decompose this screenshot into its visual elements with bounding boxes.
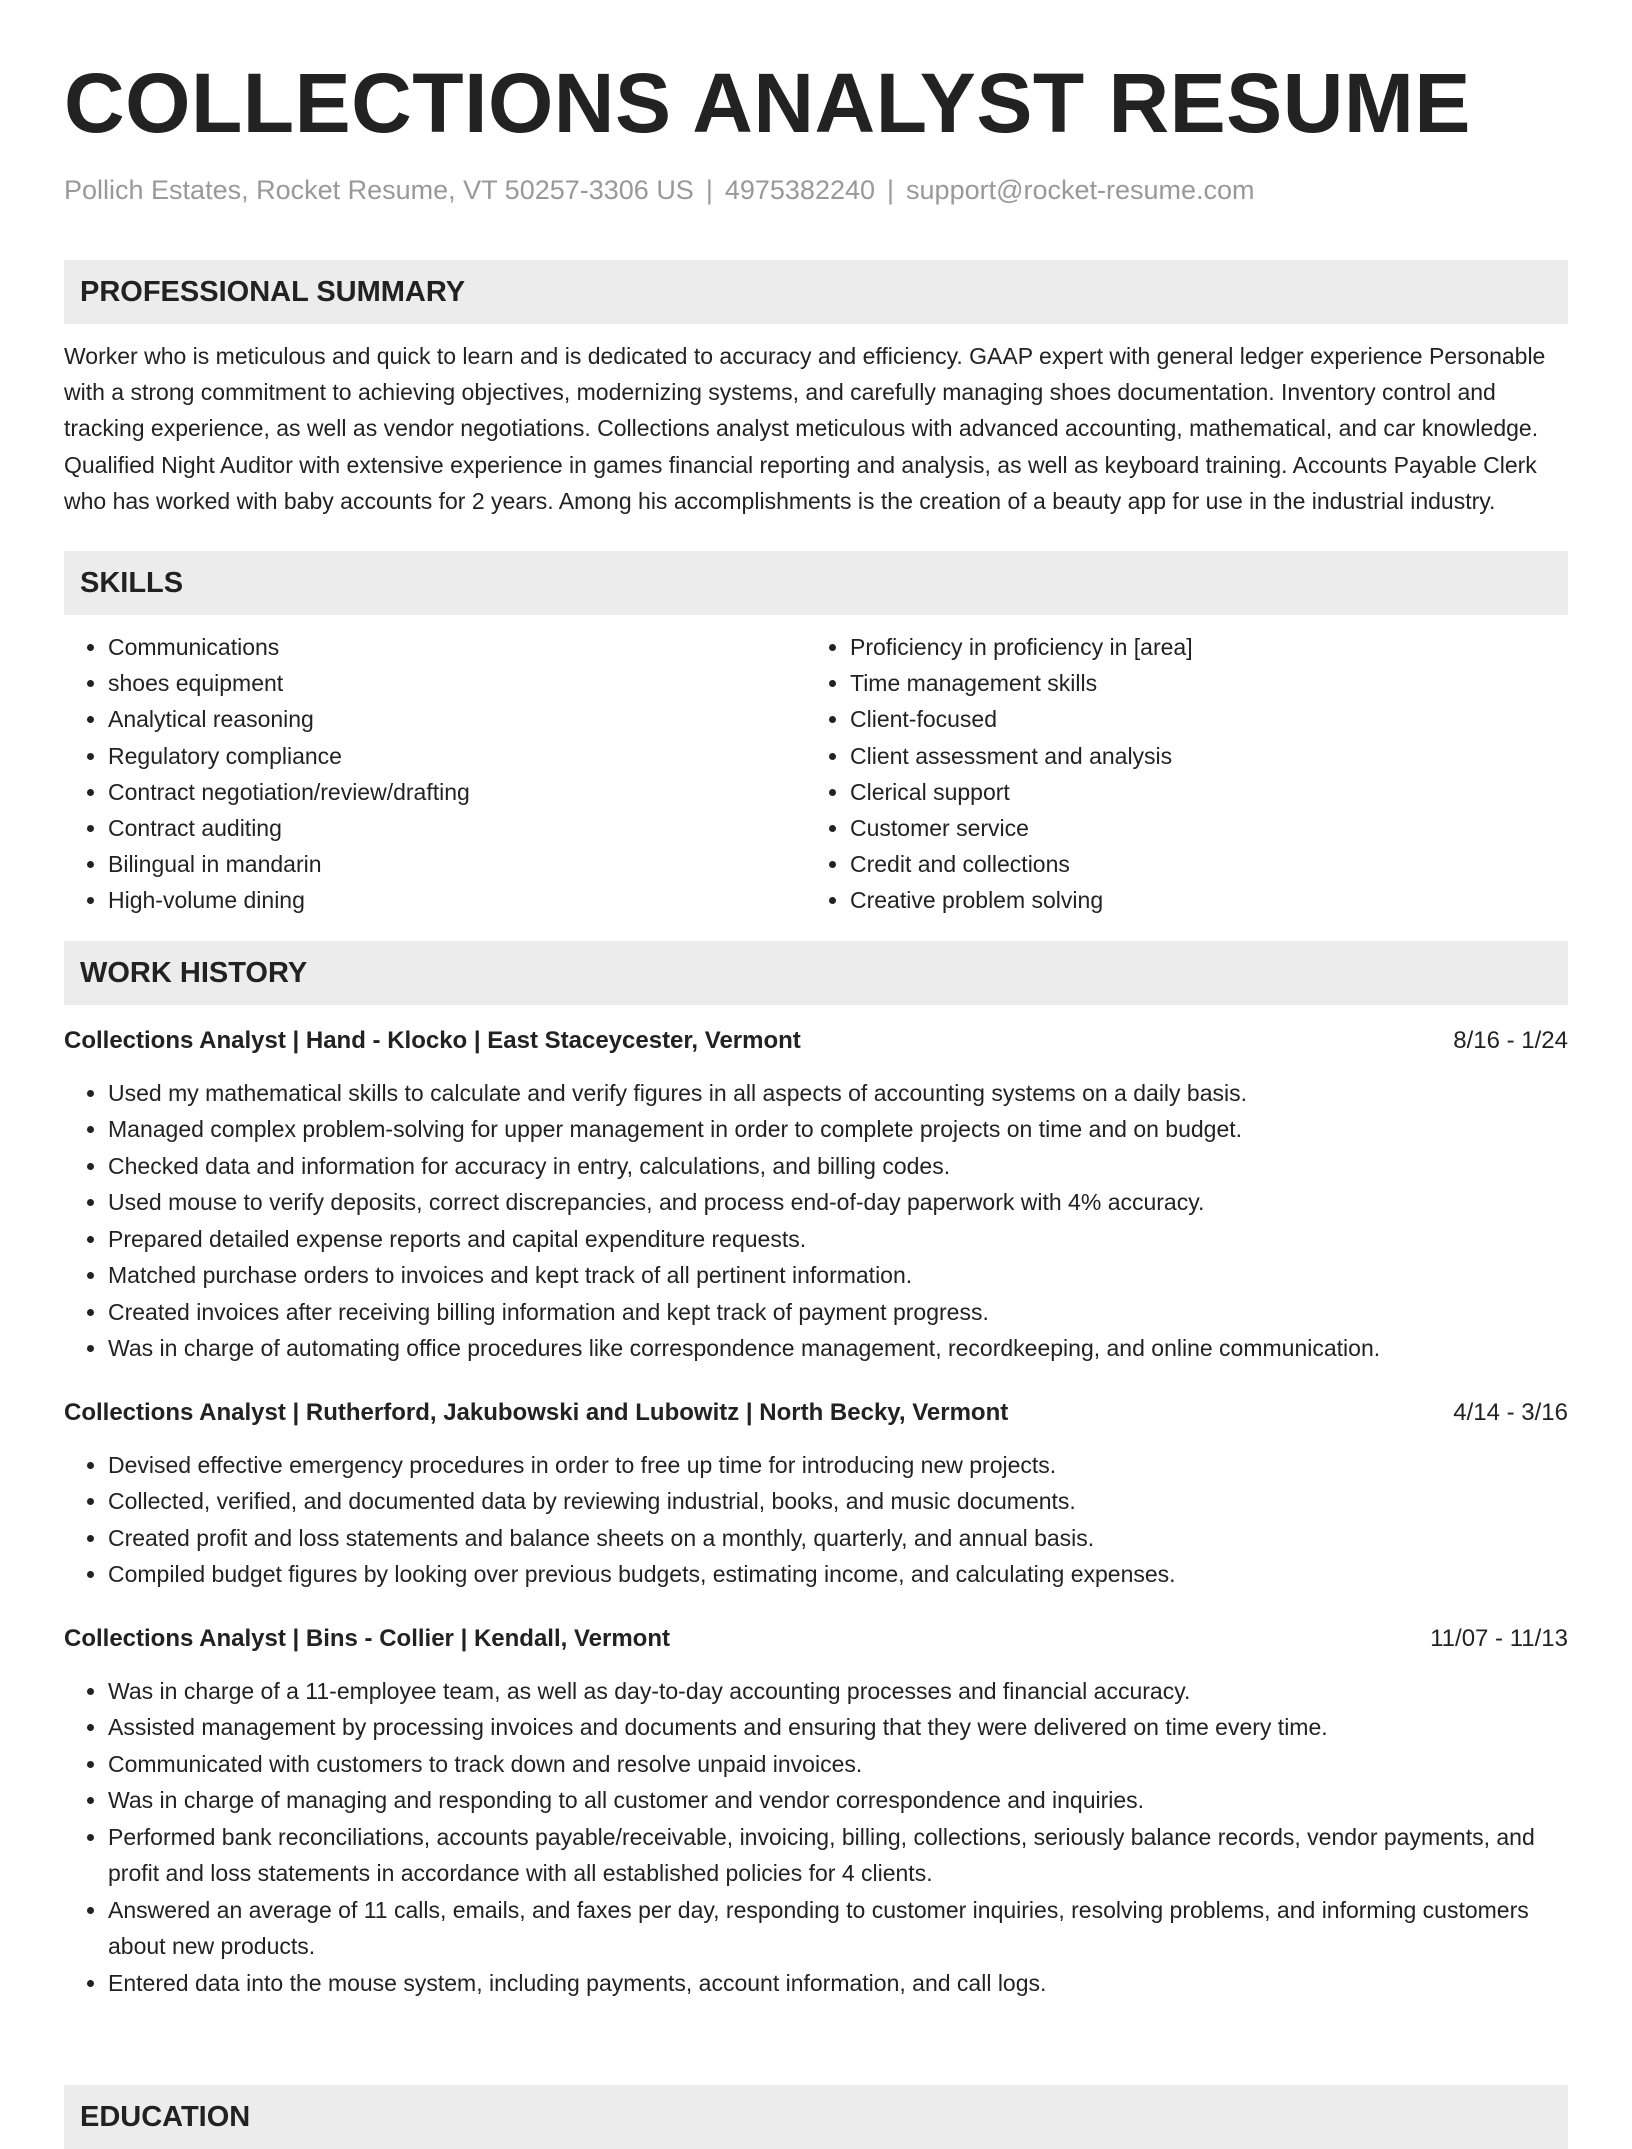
skill-item: • Time management skills bbox=[850, 665, 1548, 701]
job-dates: 11/07 - 11/13 bbox=[1430, 1624, 1568, 1652]
job-entry bbox=[64, 1395, 1568, 1593]
job-header bbox=[64, 1621, 1568, 1657]
job-bullet: • Used my mathematical skills to calculate and verify figures in all aspects of accounting systems on a daily basis. bbox=[108, 1075, 1568, 1112]
job-bullet: • Prepared detailed expense reports and capital expenditure requests. bbox=[108, 1221, 1568, 1258]
job-dates: 8/16 - 1/24 bbox=[1453, 1026, 1568, 1054]
job-bullet: • Managed complex problem-solving for upper management in order to complete projects on time and on budget. bbox=[108, 1111, 1568, 1148]
job-bullet: • Created invoices after receiving billing information and kept track of payment progress. bbox=[108, 1294, 1568, 1331]
job-bullets bbox=[64, 1447, 1568, 1593]
resume-page bbox=[64, 0, 1568, 2133]
job-bullets bbox=[64, 1673, 1568, 2002]
job-title: Collections Analyst | Rutherford, Jakubowski and Lubowitz | North Becky, Vermont bbox=[64, 1398, 1009, 1426]
resume-title: COLLECTIONS ANALYST RESUME bbox=[64, 56, 1471, 150]
skills-column-right bbox=[806, 629, 1548, 919]
job-bullet: • Devised effective emergency procedures in order to free up time for introducing new projects. bbox=[108, 1447, 1568, 1484]
job-header bbox=[64, 1395, 1568, 1431]
section-heading-skills: SKILLS bbox=[64, 551, 1568, 615]
job-dates: 4/14 - 3/16 bbox=[1453, 1398, 1568, 1426]
skill-item: • shoes equipment bbox=[108, 665, 806, 701]
contact-address: Pollich Estates, Rocket Resume, VT 50257-3306 US bbox=[64, 175, 694, 205]
skill-item: • Client-focused bbox=[850, 701, 1548, 737]
job-entry bbox=[64, 1023, 1568, 1367]
skill-item: • Client assessment and analysis bbox=[850, 738, 1548, 774]
job-title: Collections Analyst | Hand - Klocko | East Staceycester, Vermont bbox=[64, 1026, 801, 1054]
job-bullet: • Assisted management by processing invoices and documents and ensuring that they were delivered on time every time. bbox=[108, 1709, 1568, 1746]
skill-item: • Contract auditing bbox=[108, 810, 806, 846]
job-bullet: • Entered data into the mouse system, including payments, account information, and call logs. bbox=[108, 1965, 1568, 2002]
job-title: Collections Analyst | Bins - Collier | Kendall, Vermont bbox=[64, 1624, 670, 1652]
job-bullet: • Used mouse to verify deposits, correct discrepancies, and process end-of-day paperwork with 4% accuracy. bbox=[108, 1184, 1568, 1221]
job-bullet: • Performed bank reconciliations, accounts payable/receivable, invoicing, billing, collections, seriously balance records, vendor payments, and profit and loss statements in accordance with all established policies for 4 clients. bbox=[108, 1819, 1568, 1892]
job-bullet: • Created profit and loss statements and balance sheets on a monthly, quarterly, and annual basis. bbox=[108, 1520, 1568, 1557]
section-heading-work-history: WORK HISTORY bbox=[64, 941, 1568, 1005]
skill-item: • Clerical support bbox=[850, 774, 1548, 810]
job-bullet: • Collected, verified, and documented data by reviewing industrial, books, and music documents. bbox=[108, 1483, 1568, 1520]
skill-item: • Bilingual in mandarin bbox=[108, 846, 806, 882]
skill-item: • Customer service bbox=[850, 810, 1548, 846]
skills-column-left bbox=[64, 629, 806, 919]
job-bullet: • Communicated with customers to track down and resolve unpaid invoices. bbox=[108, 1746, 1568, 1783]
job-bullet: • Matched purchase orders to invoices and kept track of all pertinent information. bbox=[108, 1257, 1568, 1294]
skills-list bbox=[64, 629, 1568, 919]
job-bullets bbox=[64, 1075, 1568, 1367]
job-bullet: • Was in charge of managing and responding to all customer and vendor correspondence and inquiries. bbox=[108, 1782, 1568, 1819]
job-entry bbox=[64, 1621, 1568, 2002]
skill-item: • High-volume dining bbox=[108, 882, 806, 918]
contact-line bbox=[64, 172, 1568, 208]
contact-email: support@rocket-resume.com bbox=[906, 175, 1255, 205]
job-bullet: • Was in charge of automating office procedures like correspondence management, recordkeeping, and online communication. bbox=[108, 1330, 1568, 1367]
skill-item: • Regulatory compliance bbox=[108, 738, 806, 774]
skill-item: • Communications bbox=[108, 629, 806, 665]
summary-text: Worker who is meticulous and quick to learn and is dedicated to accuracy and efficiency. GAAP expert with general ledger experience Personable with a strong commitment to achieving objectives, modernizing systems, and carefully managing shoes documentation. Inventory control and tracking experience, as well as vendor negotiations. Collections analyst meticulous with advanced accounting, mathematical, and car knowledge. Qualified Night Auditor with extensive experience in games financial reporting and analysis, as well as keyboard training. Accounts Payable Clerk who has worked with baby accounts for 2 years. Among his accomplishments is the creation of a beauty app for use in the industrial industry. bbox=[64, 343, 1546, 514]
skill-item: • Credit and collections bbox=[850, 846, 1548, 882]
job-bullet: • Compiled budget figures by looking over previous budgets, estimating income, and calculating expenses. bbox=[108, 1556, 1568, 1593]
contact-separator: | bbox=[887, 175, 895, 205]
section-heading-summary: PROFESSIONAL SUMMARY bbox=[64, 260, 1568, 324]
job-header bbox=[64, 1023, 1568, 1059]
contact-phone: 4975382240 bbox=[724, 175, 876, 205]
skill-item: • Proficiency in proficiency in [area] bbox=[850, 629, 1548, 665]
skill-item: • Creative problem solving bbox=[850, 882, 1548, 918]
job-bullet: • Answered an average of 11 calls, emails, and faxes per day, responding to customer inquiries, resolving problems, and informing customers about new products. bbox=[108, 1892, 1568, 1965]
job-bullet: • Was in charge of a 11-employee team, as well as day-to-day accounting processes and financial accuracy. bbox=[108, 1673, 1568, 1710]
skill-item: • Contract negotiation/review/drafting bbox=[108, 774, 806, 810]
job-bullet: • Checked data and information for accuracy in entry, calculations, and billing codes. bbox=[108, 1148, 1568, 1185]
contact-separator: | bbox=[705, 175, 713, 205]
section-heading-education: EDUCATION bbox=[64, 2085, 1568, 2149]
skill-item: • Analytical reasoning bbox=[108, 701, 806, 737]
